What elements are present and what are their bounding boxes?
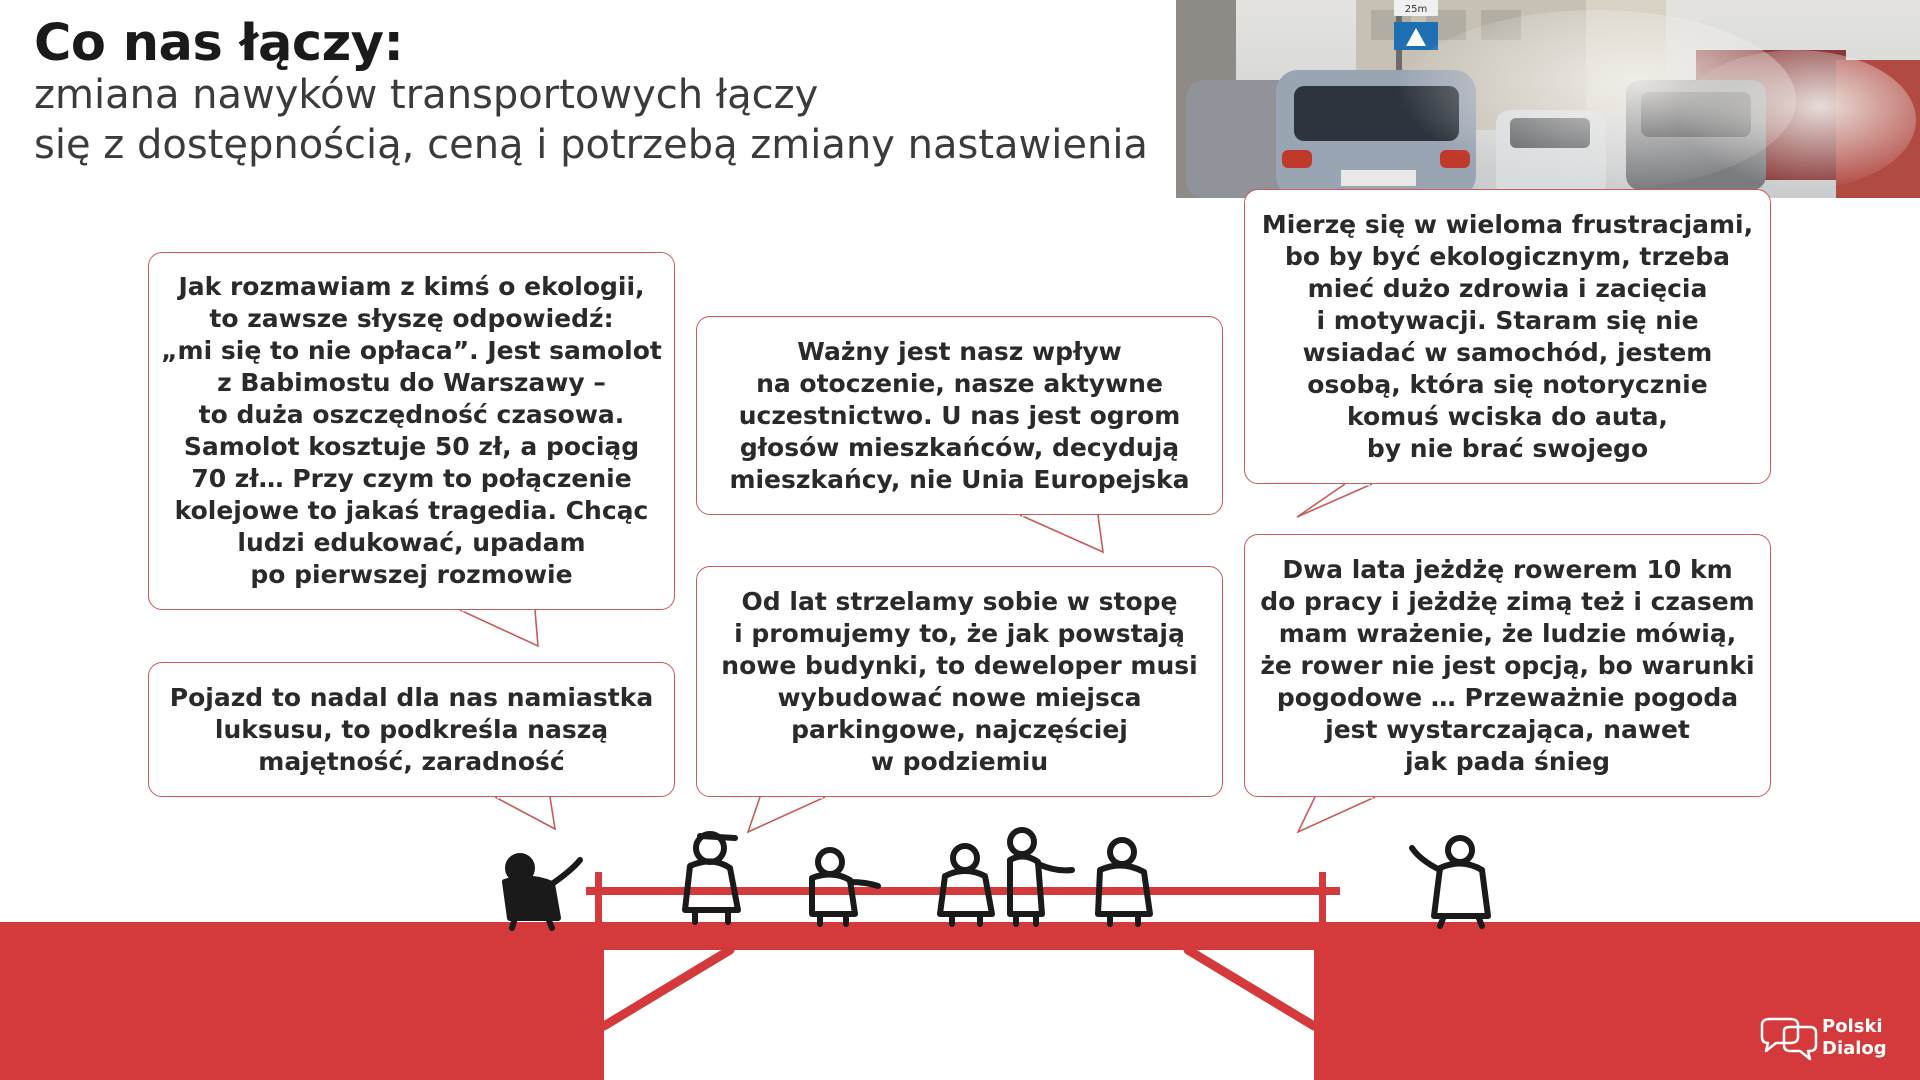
quote-bubble-3 <box>696 316 1223 515</box>
quote-bubble-1 <box>148 252 675 610</box>
quote-text-3: Ważny jest nasz wpływ na otoczenie, nasze aktywne uczestnictwo. U nas jest ogrom głosów mieszkańców, decydują mieszkańcy, nie Unia Europejska <box>729 336 1190 494</box>
person-figure-2 <box>685 834 738 922</box>
quote-text-2: Pojazd to nadal dla nas namiastka luksusu, to podkreśla naszą majętność, zaradność <box>169 682 654 776</box>
subtitle-line-2: się z dostępnością, ceną i potrzebą zmiany nastawienia <box>34 122 1148 168</box>
person-figure-7 <box>1412 838 1488 926</box>
page-title: Co nas łączy: <box>34 14 404 73</box>
person-figure-4 <box>940 846 992 924</box>
tail-q1 <box>460 610 538 646</box>
bridge-railing <box>586 887 1340 895</box>
bridge-post-left <box>595 872 602 924</box>
person-figure-6 <box>1098 840 1150 924</box>
tail-q5 <box>1297 484 1372 517</box>
quote-text-1: Jak rozmawiam z kimś o ekologii, to zawsze słyszę odpowiedź: „mi się to nie opłaca”. Jest samolot z Babimostu do Warszawy – to duża oszczędność czasowa. Samolot kosztuje 50 zł, a pociąg 70 zł… Przy czym to połączenie kolejowe to jakaś tragedia. Chcąc ludzi edukować, upadam po pierwszej rozmowie <box>161 272 662 589</box>
quote-bubble-4 <box>696 566 1223 797</box>
bridge-illustration <box>0 800 1920 1080</box>
page-subtitle <box>34 70 1164 170</box>
person-figure-5 <box>1010 830 1072 924</box>
sign-text: 25m <box>1404 4 1428 15</box>
logo-line-1: Polski <box>1822 1016 1883 1037</box>
bridge-opening <box>604 950 1314 1080</box>
quote-text-4: Od lat strzelamy sobie w stopę i promujemy to, że jak powstają nowe budynki, to deweloper musi wybudować nowe miejsca parkingowe, najczęściej w podziemiu <box>721 586 1198 776</box>
logo-line-2: Dialog <box>1822 1038 1887 1059</box>
quote-bubble-2 <box>148 662 675 797</box>
tail-q3 <box>1020 515 1103 552</box>
subtitle-line-1: zmiana nawyków transportowych łączy <box>34 72 819 118</box>
people-figures <box>505 830 1488 928</box>
traffic-photo <box>1176 0 1920 198</box>
quote-text-5: Mierzę się w wieloma frustracjami, bo by być ekologicznym, trzeba mieć dużo zdrowia i zacięcia i motywacji. Staram się nie wsiadać w samochód, jestem osobą, która się notorycznie komuś wciska do auta, by nie brać swojego <box>1261 209 1754 463</box>
quote-text-6: Dwa lata jeżdżę rowerem 10 km do pracy i jeżdżę zimą też i czasem mam wrażenie, że ludzie mówią, że rower nie jest opcją, bo warunki pogodowe … Przeważnie pogoda jest wystarczająca, nawet jak pada śnieg <box>1260 554 1755 776</box>
bridge-post-right <box>1319 872 1326 924</box>
person-figure-1 <box>505 856 580 928</box>
logo-text <box>1822 1016 1887 1060</box>
quote-bubble-5 <box>1244 189 1771 484</box>
traffic-illustration <box>1176 0 1920 198</box>
quote-bubble-6 <box>1244 534 1771 797</box>
